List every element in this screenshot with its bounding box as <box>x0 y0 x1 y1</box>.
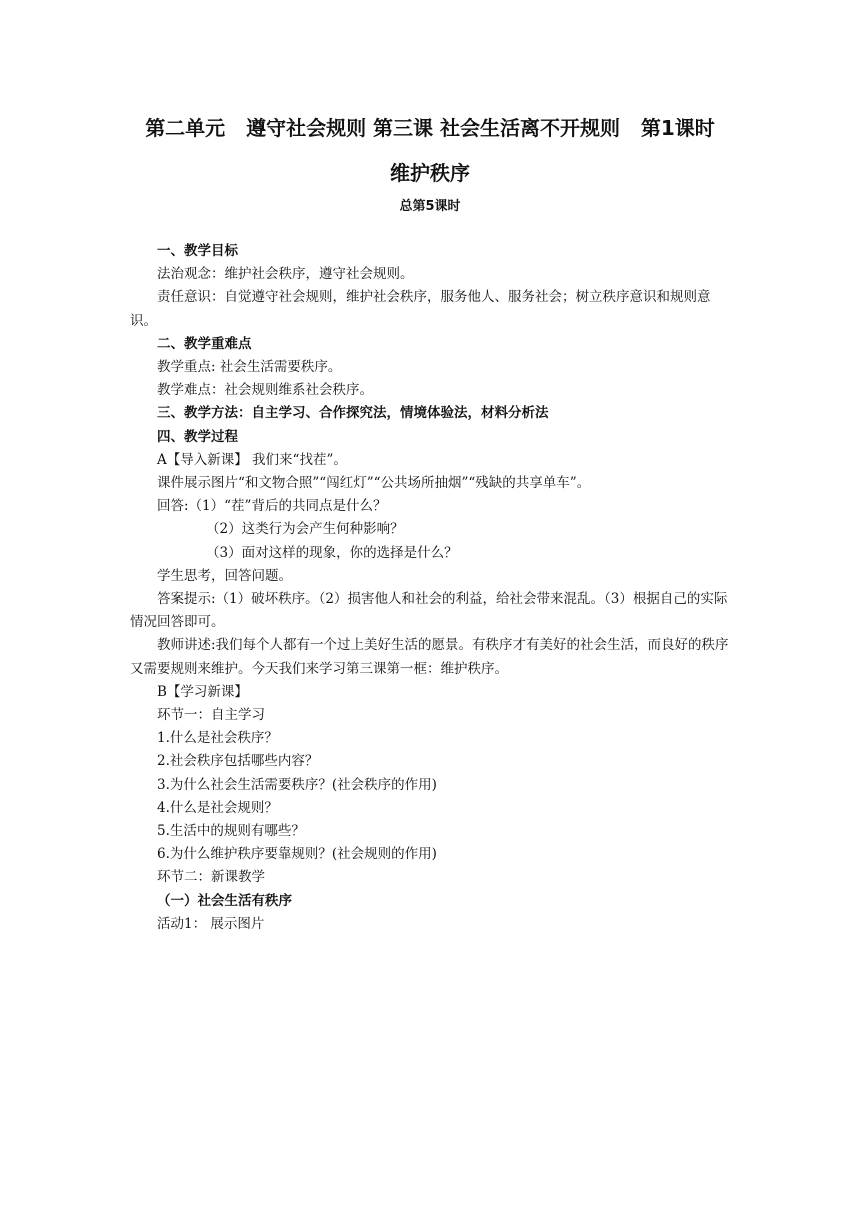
section-heading-process: 四、教学过程 <box>157 428 238 445</box>
paragraph: 活动1： 展示图片 <box>157 915 265 932</box>
paragraph: （3）面对这样的现象，你的选择是什么？ <box>206 544 458 561</box>
paragraph: 责任意识：自觉遵守社会规则，维护社会秩序，服务他人、服务社会；树立秩序意识和规则意识。 <box>130 289 711 329</box>
paragraph: 教师讲述:我们每个人都有一个过上美好生活的愿景。有秩序才有美好的社会生活，而良好的秩序又需要规则来维护。今天我们来学习第三课第一框：维护秩序。 <box>130 637 729 677</box>
paragraph: 环节一：自主学习 <box>157 707 265 724</box>
list-item: 3.为什么社会生活需要秩序？(社会秩序的作用) <box>157 776 437 793</box>
paragraph: （2）这类行为会产生何种影响？ <box>206 521 404 538</box>
lesson-title: 维护秩序 <box>390 161 470 185</box>
section-heading-objectives: 一、教学目标 <box>157 243 238 259</box>
list-item: 4.什么是社会规则？ <box>157 799 278 816</box>
document-body <box>130 240 730 936</box>
paragraph: 教学难点：社会规则维系社会秩序。 <box>157 382 373 399</box>
document-title: 第二单元 遵守社会规则 第三课 社会生活离不开规则 第1课时 <box>145 116 715 140</box>
section-heading-key-points: 二、教学重难点 <box>157 335 252 352</box>
paragraph: 回答:（1）“茬”背后的共同点是什么？ <box>157 498 387 515</box>
list-item: 2.社会秩序包括哪些内容？ <box>157 753 319 770</box>
paragraph: A【导入新课】 我们来“找茬”。 <box>157 451 347 468</box>
paragraph: 答案提示:（1）破坏秩序。（2）损害他人和社会的利益，给社会带来混乱。（3）根据自己的实际情况回答即可。 <box>130 591 728 631</box>
list-item: 1.什么是社会秩序？ <box>157 730 278 747</box>
section-heading-methods: 三、教学方法：自主学习、合作探究法，情境体验法，材料分析法 <box>157 405 549 422</box>
lesson-count: 总第5课时 <box>399 199 461 214</box>
paragraph: 学生思考，回答问题。 <box>157 567 292 584</box>
paragraph: B【学习新课】 <box>157 683 248 700</box>
subsection-heading: （一）社会生活有秩序 <box>157 892 292 909</box>
list-item: 5.生活中的规则有哪些？ <box>157 823 305 840</box>
paragraph: 教学重点: 社会生活需要秩序。 <box>157 359 342 376</box>
list-item: 6.为什么维护秩序要靠规则？(社会规则的作用) <box>157 846 437 863</box>
paragraph: 环节二：新课教学 <box>157 869 265 886</box>
paragraph: 课件展示图片“和文物合照”“闯红灯”“公共场所抽烟”“残缺的共享单车”。 <box>157 475 591 492</box>
paragraph: 法治观念：维护社会秩序，遵守社会规则。 <box>157 266 414 283</box>
